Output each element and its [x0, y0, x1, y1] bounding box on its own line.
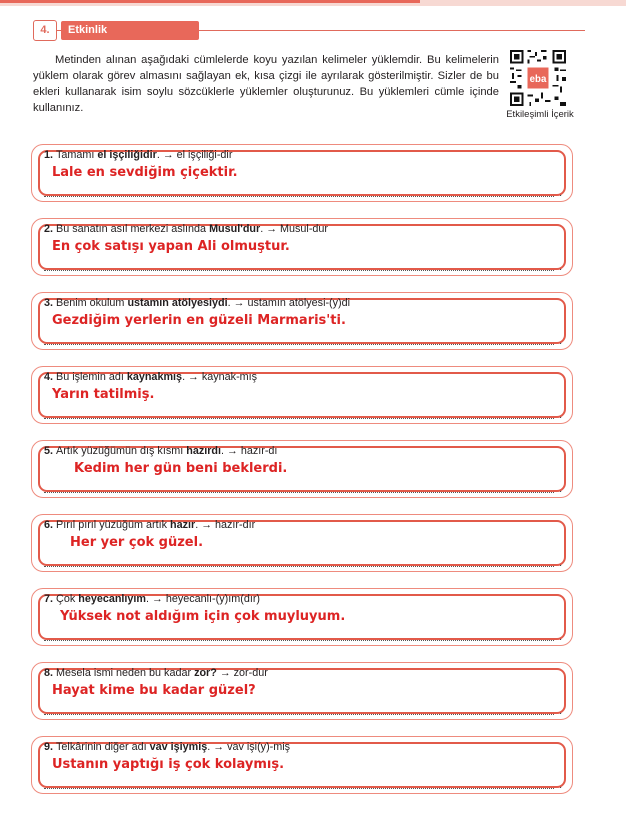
item-prompt [44, 371, 257, 383]
item-number: 2. [44, 223, 54, 235]
prompt-text: Bu işlemin adı [56, 371, 127, 383]
answer-text[interactable]: Yüksek not aldığım için çok muyluyum. [60, 609, 346, 624]
activity-header [33, 20, 585, 42]
exercise-item-5 [31, 440, 573, 498]
suffix-analysis: → zor-dur [216, 667, 268, 679]
predicate-word: vav işiymiş [149, 741, 208, 753]
dotted-answer-line [44, 640, 554, 641]
dotted-answer-line [44, 270, 554, 271]
answer-text[interactable]: Kedim her gün beni beklerdi. [74, 461, 288, 476]
instructions-text: Metinden alınan aşağıdaki cümlelerde koyu yazılan kelimeler yüklemdir. Bu kelimelerin yüklem olarak görev almasını sağlayan ek, kısa çizgi ile ayrılarak gösterilmiştir. Sizler de bu ekleri kullanarak isim soylu sözcüklerle yüklemler oluşturunuz. Bu yüklemleri cümle içinde kullanınız. [33, 54, 499, 114]
dotted-answer-line [44, 566, 554, 567]
prompt-text: Artık yüzüğümün dış kısmı [56, 445, 187, 457]
suffix-analysis: . → ustamın atölyesi-(y)di [227, 297, 351, 309]
answer-text[interactable]: Lale en sevdiğim çiçektir. [52, 165, 238, 180]
item-prompt [44, 519, 255, 531]
suffix-analysis: . → hazır-dı [221, 445, 278, 457]
instructions [33, 52, 499, 116]
exercise-item-3 [31, 292, 573, 350]
answer-text[interactable]: Yarın tatilmiş. [52, 387, 155, 402]
suffix-analysis: . → el işçiliği-dir [156, 149, 233, 161]
prompt-text: Bu sanatın asıl merkezi aslında [56, 223, 210, 235]
prompt-text: Telkârinin diğer adı [56, 741, 150, 753]
predicate-word: hazır [170, 519, 196, 531]
suffix-analysis: . → heyecanlı-(y)ım(dır) [146, 593, 261, 605]
predicate-word: heyecanlıyım [78, 593, 147, 605]
prompt-text: Pırıl pırıl yüzüğüm artık [56, 519, 171, 531]
activity-title: Etkinlik [61, 21, 199, 40]
item-prompt [44, 149, 232, 161]
predicate-word: el işçiliğidir [97, 149, 157, 161]
prompt-text: Tamamı [56, 149, 98, 161]
exercise-item-4 [31, 366, 573, 424]
exercise-item-6 [31, 514, 573, 572]
line-end-dot: . [559, 780, 562, 791]
line-end-dot: . [559, 188, 562, 199]
item-prompt [44, 667, 268, 679]
item-prompt [44, 297, 350, 309]
answer-text[interactable]: Gezdiğim yerlerin en güzeli Marmaris'ti. [52, 313, 346, 328]
predicate-word: Musul'dur [209, 223, 261, 235]
svg-text:eba: eba [529, 73, 547, 85]
predicate-word: zor? [194, 667, 217, 679]
prompt-text: Benim okulum [56, 297, 128, 309]
item-number: 6. [44, 519, 54, 531]
qr-code-icon[interactable] [510, 50, 566, 106]
qr-label: Etkileşimli İçerik [506, 109, 574, 120]
exercise-item-2 [31, 218, 573, 276]
item-number: 1. [44, 149, 54, 161]
line-end-dot: . [559, 484, 562, 495]
dotted-answer-line [44, 492, 554, 493]
suffix-analysis: . → Musul-dur [260, 223, 329, 235]
top-accent-rule [0, 0, 626, 6]
suffix-analysis: . → kaynak-mış [182, 371, 258, 383]
line-end-dot: . [559, 410, 562, 421]
dotted-answer-line [44, 344, 554, 345]
item-number: 4. [44, 371, 54, 383]
answer-text[interactable]: Ustanın yaptığı iş çok kolaymış. [52, 757, 285, 772]
item-number: 7. [44, 593, 54, 605]
exercise-item-1 [31, 144, 573, 202]
item-prompt [44, 223, 328, 235]
answer-text[interactable]: Her yer çok güzel. [70, 535, 204, 550]
line-end-dot: . [559, 706, 562, 717]
prompt-text: Çok [56, 593, 79, 605]
activity-number: 4. [33, 20, 57, 41]
line-end-dot: . [559, 336, 562, 347]
predicate-word: kaynakmış [126, 371, 183, 383]
dotted-answer-line [44, 788, 554, 789]
item-prompt [44, 593, 260, 605]
item-prompt [44, 741, 290, 753]
line-end-dot: . [559, 558, 562, 569]
answer-text[interactable]: En çok satışı yapan Ali olmuştur. [52, 239, 290, 254]
predicate-word: ustamın atölyesiydi [127, 297, 228, 309]
suffix-analysis: . → hazır-dır [195, 519, 256, 531]
exercise-item-8 [31, 662, 573, 720]
item-number: 9. [44, 741, 54, 753]
exercise-item-9 [31, 736, 573, 794]
line-end-dot: . [559, 632, 562, 643]
suffix-analysis: . → vav işi(y)-miş [207, 741, 291, 753]
dotted-answer-line [44, 714, 554, 715]
exercise-item-7 [31, 588, 573, 646]
dotted-answer-line [44, 196, 554, 197]
prompt-text: Mesela ismi neden bu kadar [56, 667, 195, 679]
answer-text[interactable]: Hayat kime bu kadar güzel? [52, 683, 256, 698]
item-number: 3. [44, 297, 54, 309]
line-end-dot: . [559, 262, 562, 273]
item-number: 5. [44, 445, 54, 457]
item-prompt [44, 445, 277, 457]
dotted-answer-line [44, 418, 554, 419]
item-number: 8. [44, 667, 54, 679]
predicate-word: hazırdı [186, 445, 222, 457]
